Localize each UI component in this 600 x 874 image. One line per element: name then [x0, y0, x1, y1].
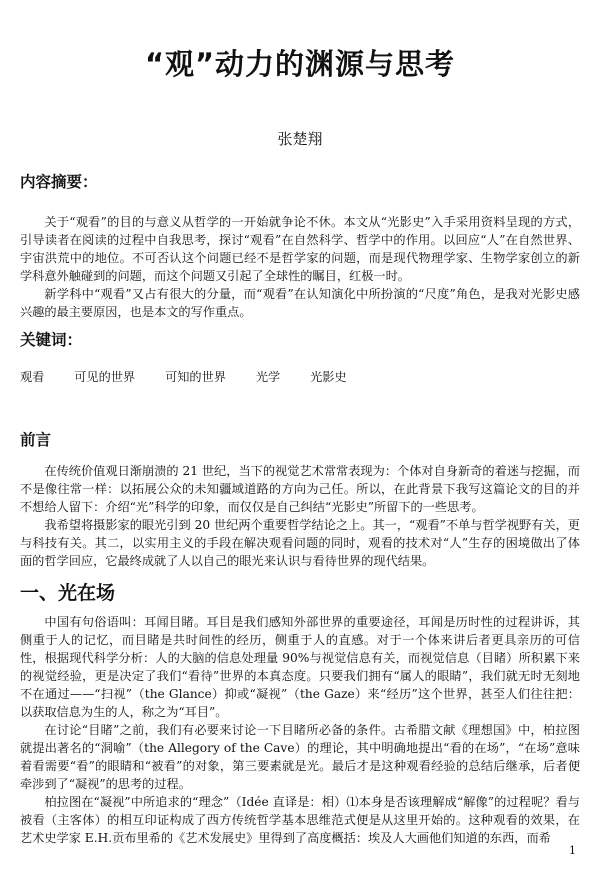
preface-heading: 前言	[20, 431, 52, 449]
abstract-paragraph: 关于“观看”的目的与意义从哲学的一开始就争论不休。本文从“光影史”入手采用资料呈现的方式，引导读者在阅读的过程中自我思考，探讨“观看”在自然科学、哲学中的作用。以回应“人”在自然世界、宇宙洪荒中的地位。不可否认这个问题已经不是哲学家的问题，而是现代物理学家、生物学家创立的新学科意外触碰到的问题，而这个问题又引起了全球性的瞩目，红极一时。	[20, 215, 580, 283]
preface-paragraph: 我希望将摄影家的眼光引到 20 世纪两个重要哲学结论之上。其一，“观看”不单与哲学视野有关，更与科技有关。其二，以实用主义的手段在解决观看问题的同时，观看的技术对“人”生存的困境做出了体面的哲学回应，它最终成就了人以自己的眼光来认识与看待世界的现代结果。	[20, 518, 580, 568]
section-1-paragraph: 在讨论“目睹”之前，我们有必要来讨论一下目睹所必备的条件。古希腊文献《理想国》中，柏拉图就提出著名的“洞喻”（the Allegory of the Cave）的理论，其中明确地提出“看的在场”，“在场”意味着看需要“看”的眼睛和“被看”的对象，第三要素就是光。最后才是这种观看经验的总结后继承，后者便牵涉到了“凝视”的思考的过程。	[20, 723, 580, 791]
abstract-paragraph: 新学科中“观看”又占有很大的分量，而“观看”在认知演化中所扮演的“尺度”角色，是我对光影史感兴趣的最主要原因，也是本文的写作重点。	[20, 287, 580, 319]
section-1-heading: 一、光在场	[20, 582, 116, 604]
abstract-heading: 内容摘要：	[20, 173, 98, 191]
section-1-paragraph: 柏拉图在“凝视”中所追求的“理念”（Idée 直译是：相）⑴本身是否该理解成“解像”的过程呢？看与被看（主客体）的相互印证构成了西方传统哲学基本思维范式便是从这里开始的。这种观看的效果，在艺术史学家 E.H.贡布里希的《艺术发展史》里得到了高度概括：埃及人大画他们知道的东西，而希	[20, 795, 580, 845]
keyword: 可知的世界	[165, 370, 226, 384]
abstract-body	[20, 213, 580, 321]
page-number: 1	[569, 844, 576, 857]
author-name: 张楚翔	[277, 130, 323, 148]
keywords-list	[20, 368, 373, 386]
keywords-heading: 关键词：	[20, 331, 83, 349]
preface-paragraph: 在传统价值观日渐崩溃的 21 世纪，当下的视觉艺术常常表现为：个体对自身新奇的着迷与挖掘，而不是像往常一样：以拓展公众的未知疆域道路的方向为己任。所以，在此背景下我写这篇论文的目的并不想给人留下：介绍“光”科学的印象，而仅仅是自己纠结“光影史”所留下的一些思考。	[20, 464, 580, 514]
keyword: 可见的世界	[74, 370, 136, 384]
keyword: 光学	[255, 370, 281, 384]
section-1-body	[20, 613, 580, 847]
document-title: “观”动力的渊源与思考	[144, 47, 456, 81]
preface-body	[20, 462, 580, 570]
keyword: 观看	[20, 370, 45, 384]
section-1-paragraph: 中国有句俗语叫：耳闻目睹。耳目是我们感知外部世界的重要途径，耳闻是历时性的过程讲诉，其侧重于人的记忆，而目睹是共时间性的经历，侧重于人的直感。对于一个体来讲后者更具亲历的可信性，根据现代科学分析：人的大脑的信息处理量 90%与视觉信息有关，而视觉信息（目睹）所积累下来的视觉经验，更是决定了我们“看待”世界的本真态度。只要我们拥有“属人的眼睛”，我们就无时无刻地不在通过——“扫视”（the Glance）抑或“凝视”（the Gaze）来“经历”这个世界，甚至人们往往把：以获取信息为生的人，称之为“耳目”。	[20, 615, 580, 719]
keyword: 光影史	[310, 370, 347, 384]
